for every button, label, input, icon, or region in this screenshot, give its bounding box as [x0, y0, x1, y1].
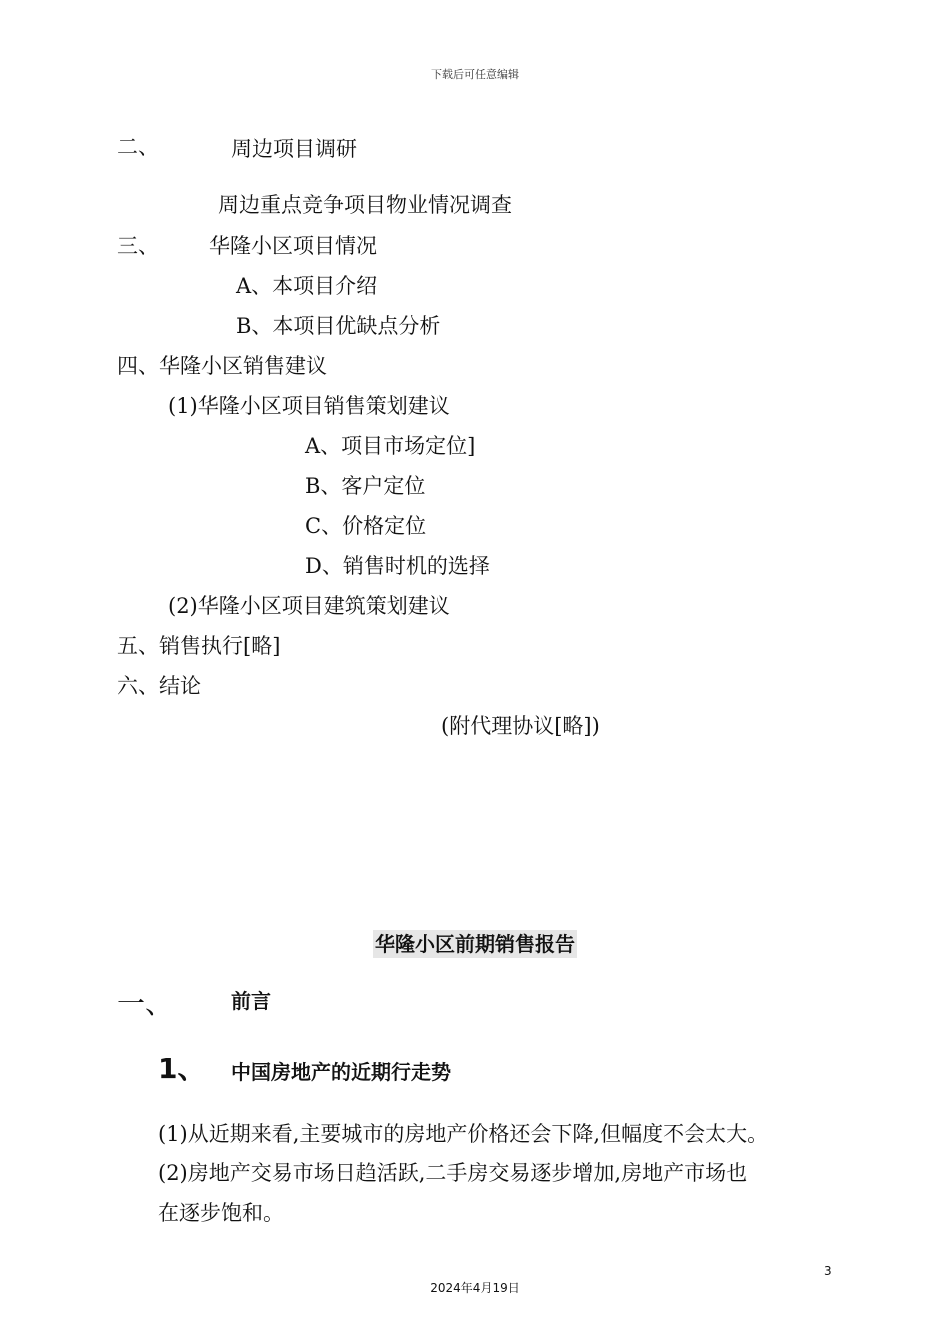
toc-section-4-sub-1-b: B、客户定位 [305, 474, 426, 498]
toc-section-4-sub-1: (1)华隆小区项目销售策划建议 [168, 394, 450, 418]
report-paragraph-2-line-2: 在逐步饱和。 [158, 1201, 284, 1225]
toc-section-5: 五、销售执行[略] [117, 634, 281, 658]
report-paragraph-1: (1)从近期来看,主要城市的房地产价格还会下降,但幅度不会太大。 [158, 1122, 769, 1146]
footer-date: 2024年4月19日 [430, 1281, 520, 1295]
toc-section-6: 六、结论 [117, 674, 201, 698]
toc-section-4-sub-1-a: A、项目市场定位] [305, 434, 476, 458]
report-paragraph-2-line-1: (2)房地产交易市场日趋活跃,二手房交易逐步增加,房地产市场也 [158, 1161, 748, 1185]
toc-section-4-sub-2: (2)华隆小区项目建筑策划建议 [168, 594, 450, 618]
report-subsection-1-number: 1、 [158, 1052, 206, 1085]
report-subsection-1-title: 中国房地产的近期行走势 [231, 1060, 451, 1084]
toc-appendix: (附代理协议[略]) [441, 714, 600, 738]
toc-section-3-title: 华隆小区项目情况 [209, 234, 377, 258]
toc-section-2-sub: 周边重点竞争项目物业情况调查 [218, 193, 512, 217]
toc-section-2-number: 二、 [117, 135, 159, 159]
toc-section-4: 四、华隆小区销售建议 [117, 354, 327, 378]
report-title-text: 华隆小区前期销售报告 [375, 932, 575, 956]
toc-section-3-item-b: B、本项目优缺点分析 [236, 314, 441, 338]
toc-section-2-title: 周边项目调研 [231, 137, 357, 161]
toc-section-3-number: 三、 [117, 234, 159, 258]
page-number: 3 [824, 1264, 832, 1278]
toc-section-3-item-a: A、本项目介绍 [236, 274, 378, 298]
report-section-1-number: 一、 [117, 987, 174, 1020]
page-header: 下载后可任意编辑 [431, 68, 519, 81]
toc-section-4-sub-1-c: C、价格定位 [305, 514, 427, 538]
report-title [0, 930, 950, 958]
toc-section-4-sub-1-d: D、销售时机的选择 [305, 554, 490, 578]
report-section-1-title: 前言 [231, 989, 271, 1013]
